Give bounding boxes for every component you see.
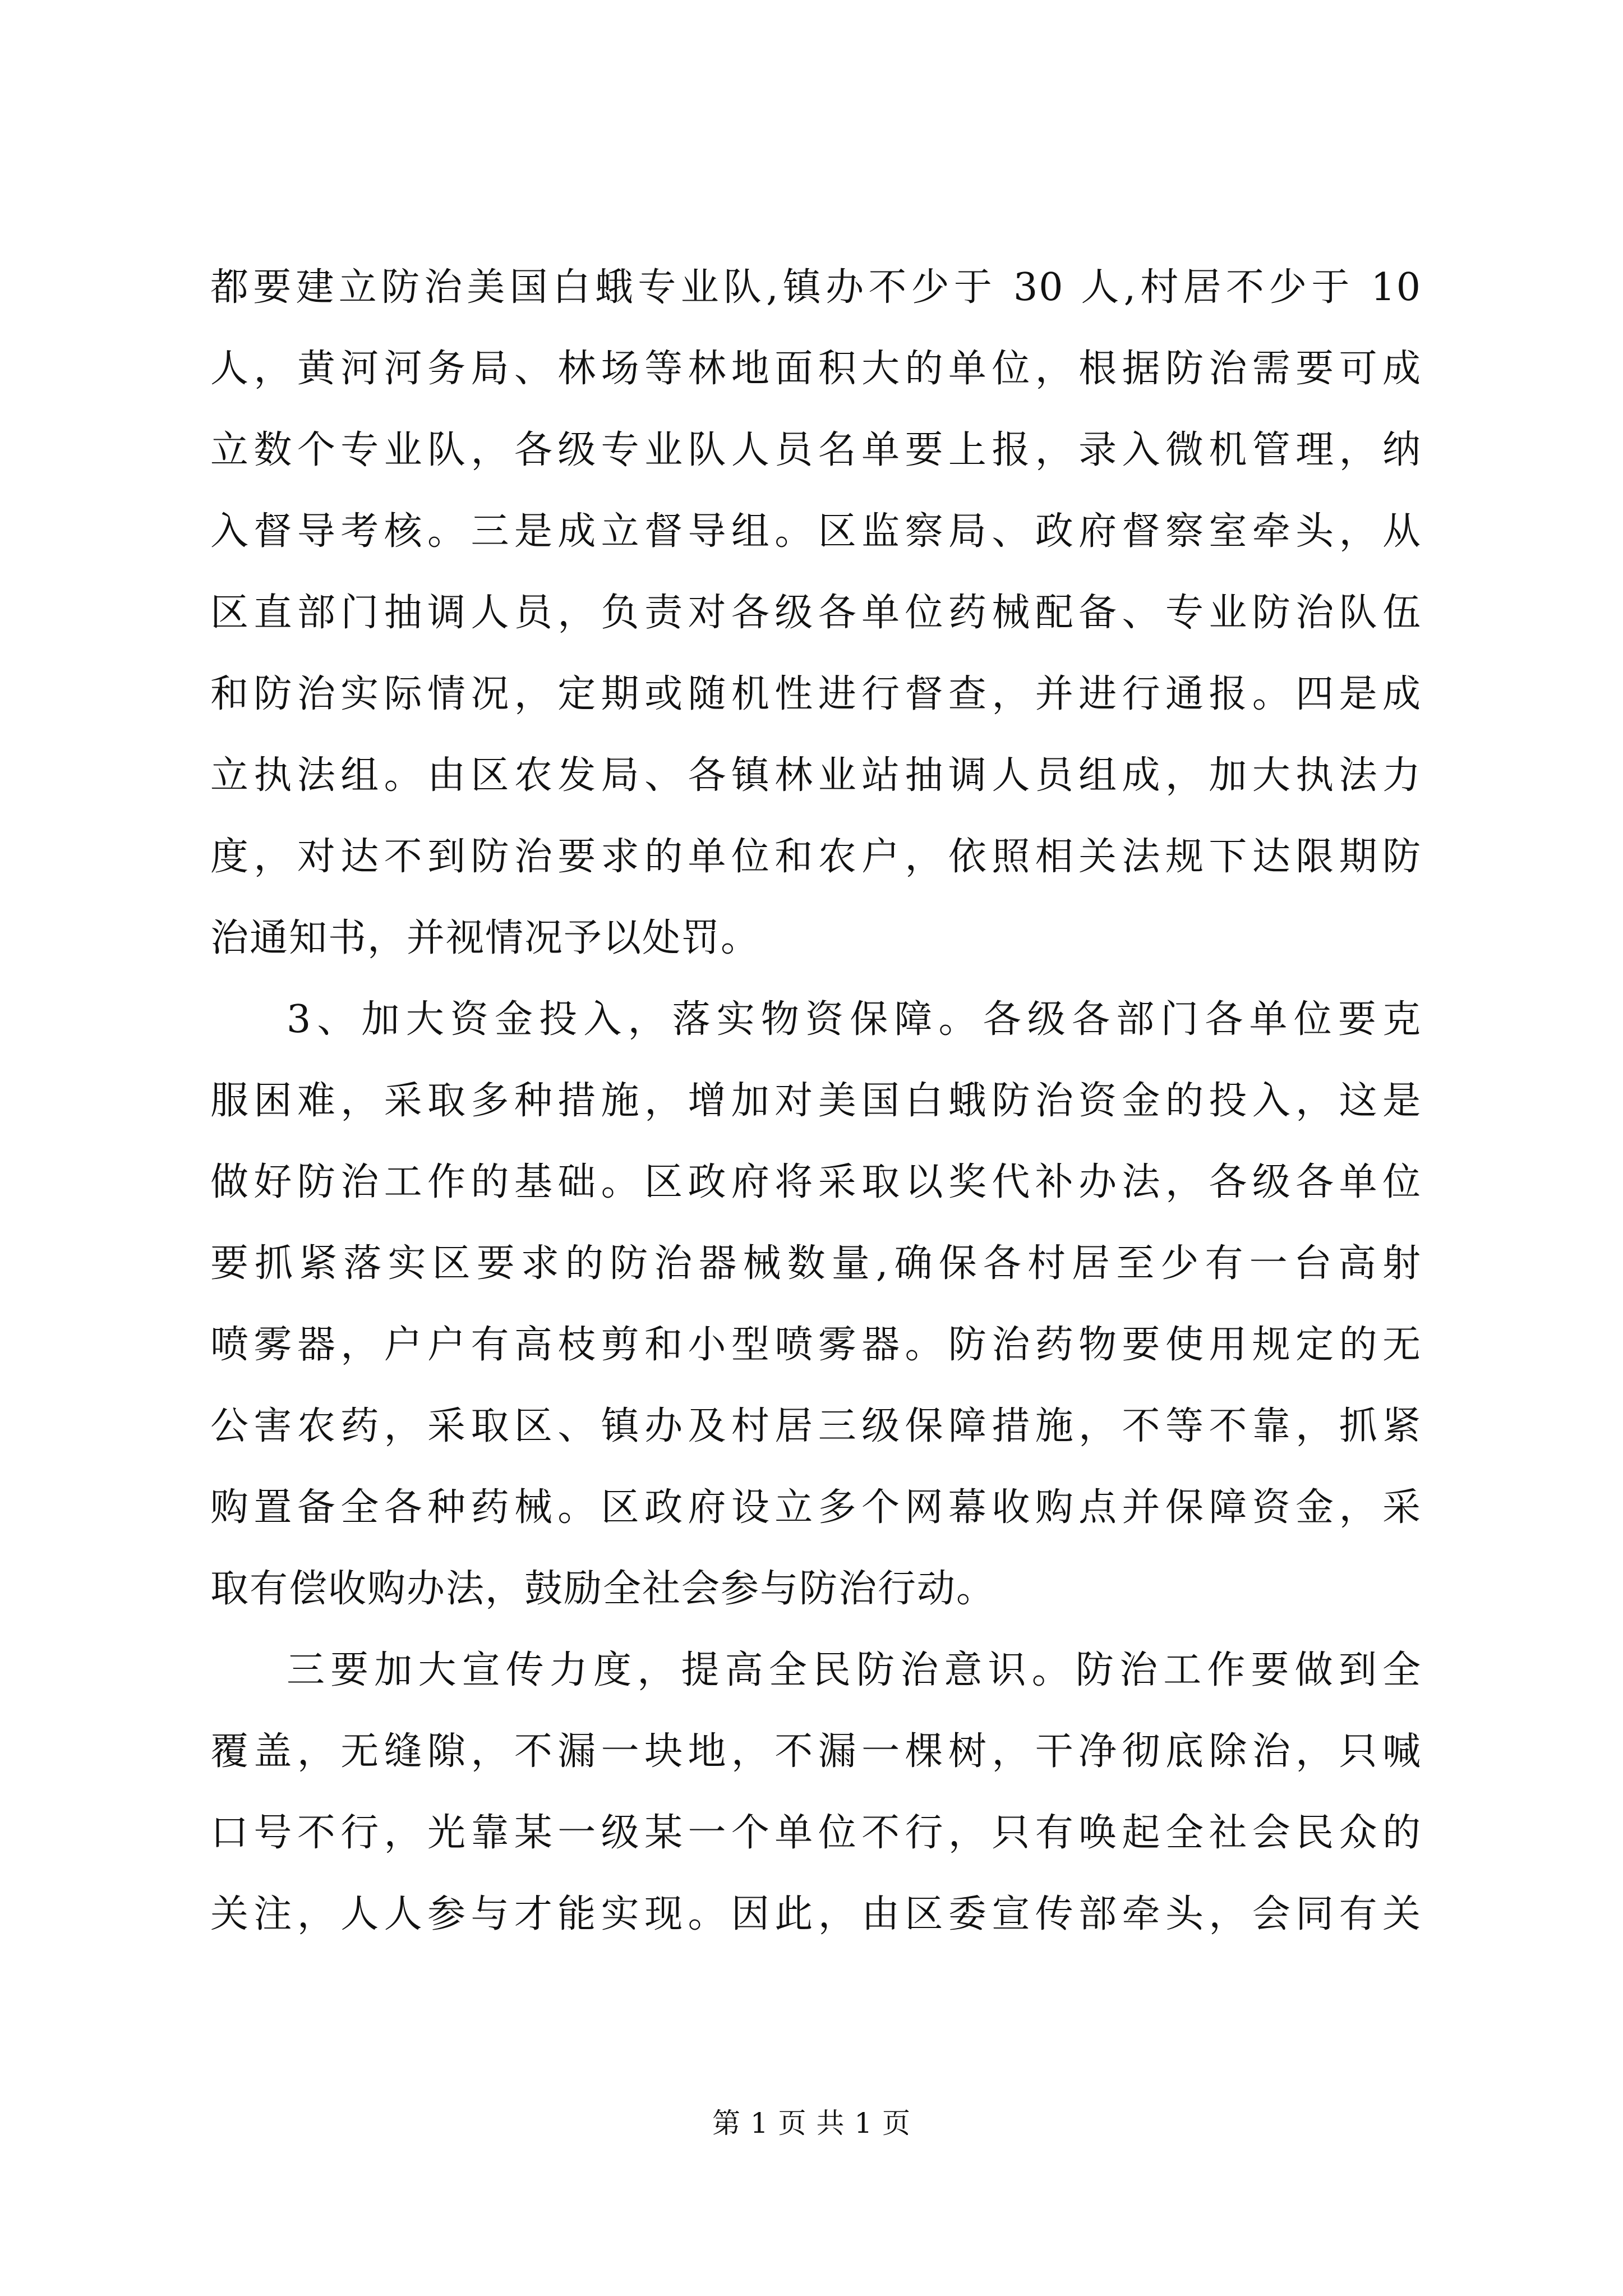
text-line: 取有偿收购办法，鼓励全社会参与防治行动。 <box>210 1567 996 1611</box>
text-line: 三要加大宣传力度，提高全民防治意识。防治工作要做到全 <box>287 1648 1422 1692</box>
page-footer: 第 1 页 共 1 页 <box>712 2107 911 2139</box>
paragraph-2 <box>210 979 1422 1630</box>
text-line: 要抓紧落实区要求的防治器械数量,确保各村居至少有一台高射 <box>210 1241 1422 1286</box>
text-line: 立数个专业队，各级专业队人员名单要上报，录入微机管理，纳 <box>210 428 1422 472</box>
text-line: 3、加大资金投入，落实物资保障。各级各部门各单位要克 <box>287 997 1422 1042</box>
text-line: 治通知书，并视情况予以处罚。 <box>210 916 760 960</box>
text-line: 入督导考核。三是成立督导组。区监察局、政府督察室牵头，从 <box>210 509 1422 554</box>
text-line: 都要建立防治美国白蛾专业队,镇办不少于 30 人,村居不少于 10 <box>210 265 1422 310</box>
text-line: 立执法组。由区农发局、各镇林业站抽调人员组成，加大执法力 <box>210 753 1422 798</box>
text-line: 做好防治工作的基础。区政府将采取以奖代补办法，各级各单位 <box>210 1160 1422 1204</box>
text-line: 关注，人人参与才能实现。因此，由区委宣传部牵头，会同有关 <box>210 1892 1422 1936</box>
paragraph-3 <box>210 1630 1422 1955</box>
text-line: 口号不行，光靠某一级某一个单位不行，只有唤起全社会民众的 <box>210 1811 1422 1855</box>
text-line: 度，对达不到防治要求的单位和农户，依照相关法规下达限期防 <box>210 835 1422 879</box>
text-line: 区直部门抽调人员，负责对各级各单位药械配备、专业防治队伍 <box>210 591 1422 635</box>
text-line: 覆盖，无缝隙，不漏一块地，不漏一棵树，干净彻底除治，只喊 <box>210 1729 1422 1774</box>
text-line: 和防治实际情况，定期或随机性进行督查，并进行通报。四是成 <box>210 672 1422 716</box>
text-line: 人，黄河河务局、林场等林地面积大的单位，根据防治需要可成 <box>210 347 1422 391</box>
paragraph-1 <box>210 247 1422 979</box>
text-line: 购置备全各种药械。区政府设立多个网幕收购点并保障资金，采 <box>210 1485 1422 1530</box>
document-body <box>210 247 1422 1955</box>
text-line: 喷雾器，户户有高枝剪和小型喷雾器。防治药物要使用规定的无 <box>210 1323 1422 1367</box>
text-line: 服困难，采取多种措施，增加对美国白蛾防治资金的投入，这是 <box>210 1079 1422 1123</box>
text-line: 公害农药，采取区、镇办及村居三级保障措施，不等不靠，抓紧 <box>210 1404 1422 1448</box>
